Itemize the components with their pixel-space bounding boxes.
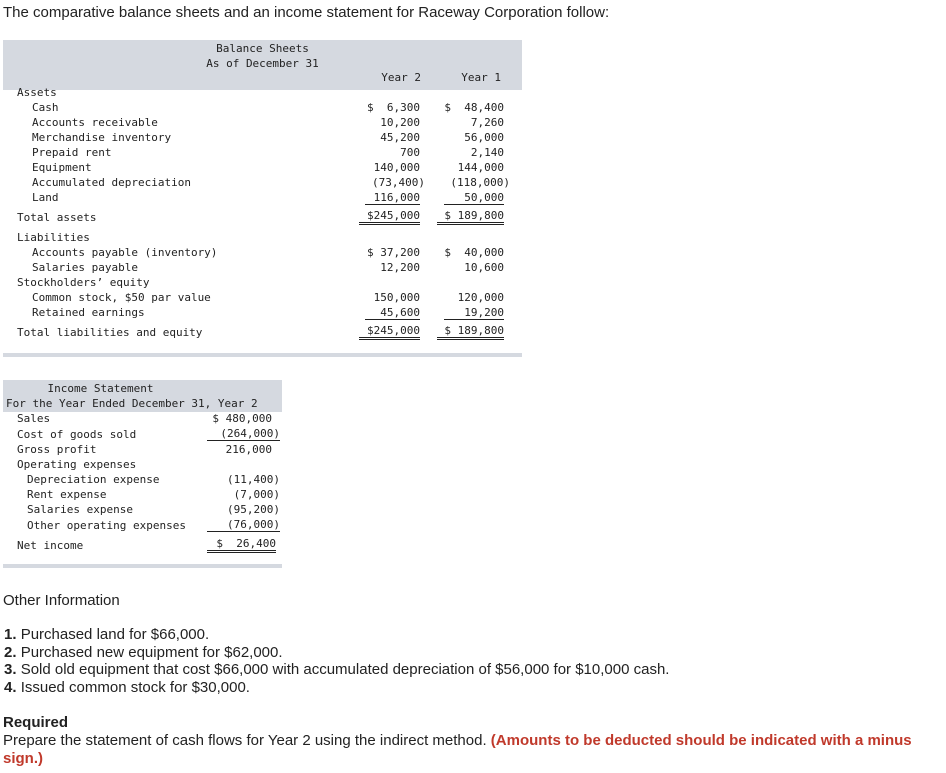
col-year1-header: Year 1: [461, 71, 501, 84]
balance-sheet-table: [3, 40, 522, 356]
item-text: Purchased new equipment for $62,000.: [20, 643, 283, 661]
land-label: Land: [32, 191, 59, 204]
income-statement-subtitle: For the Year Ended December 31, Year 2: [6, 397, 258, 410]
ar-y2: 10,200: [380, 116, 420, 129]
inventory-label: Merchandise inventory: [32, 131, 172, 144]
ar-y1: 7,260: [470, 116, 504, 129]
cash-y2: $ 6,300: [367, 101, 420, 114]
total-assets-label: Total assets: [17, 211, 97, 224]
required-note: (Amounts to be deducted should be indicated with a minus sign.): [3, 732, 912, 767]
ap-label: Accounts payable (inventory): [32, 246, 218, 259]
salaries-amount: (95,200): [227, 503, 280, 516]
total-le-y1: $ 189,800: [437, 324, 504, 340]
balance-sheet-header: [3, 40, 522, 90]
other-info-heading: Other Information: [3, 592, 120, 609]
common-stock-y1: 120,000: [457, 291, 504, 304]
item-number: 4.: [4, 678, 17, 696]
balance-sheet-title: Balance Sheets: [216, 42, 309, 55]
income-statement-header: [3, 380, 282, 412]
net-income-amount: $ 26,400: [207, 537, 276, 553]
other-info-item: [4, 644, 669, 662]
other-info-item: [4, 626, 669, 644]
salaries-payable-y1: 10,600: [464, 261, 504, 274]
item-text: Sold old equipment that cost $66,000 with accumulated depreciation of $56,000 for $10,000 cash.: [20, 661, 670, 678]
prepaid-label: Prepaid rent: [32, 146, 112, 159]
col-year2-header: Year 2: [381, 71, 421, 84]
total-le-label: Total liabilities and equity: [17, 326, 203, 339]
income-statement-table: [3, 380, 282, 568]
ar-label: Accounts receivable: [32, 116, 158, 129]
sales-label: Sales: [17, 412, 51, 425]
intro-text: The comparative balance sheets and an income statement for Raceway Corporation follow:: [3, 4, 610, 21]
rent-label: Rent expense: [27, 488, 107, 501]
prepaid-y1: 2,140: [470, 146, 504, 159]
equipment-label: Equipment: [32, 161, 92, 174]
other-opex-label: Other operating expenses: [27, 519, 186, 532]
prepaid-y2: 700: [400, 146, 420, 159]
land-y1: 50,000: [444, 191, 504, 205]
assets-heading: Assets: [17, 86, 57, 99]
opex-heading: Operating expenses: [17, 458, 137, 471]
total-assets-y2: $245,000: [359, 209, 420, 225]
common-stock-label: Common stock, $50 par value: [32, 291, 211, 304]
gross-profit-amount: 216,000: [225, 443, 272, 456]
required-text: Prepare the statement of cash flows for Year 2 using the indirect method.: [3, 732, 487, 749]
income-statement-title: Income Statement: [47, 382, 154, 395]
salaries-label: Salaries expense: [27, 503, 133, 516]
cash-y1: $ 48,400: [444, 101, 504, 114]
accum-dep-y1: (118,000): [450, 176, 510, 189]
ap-y1: $ 40,000: [444, 246, 504, 259]
total-le-y2: $245,000: [359, 324, 420, 340]
equity-heading: Stockholders’ equity: [17, 276, 150, 289]
salaries-payable-label: Salaries payable: [32, 261, 138, 274]
cogs-label: Cost of goods sold: [17, 428, 137, 441]
rent-amount: (7,000): [233, 488, 280, 501]
equipment-y1: 144,000: [457, 161, 504, 174]
cash-label: Cash: [32, 101, 59, 114]
item-number: 1.: [4, 626, 17, 643]
accum-dep-label: Accumulated depreciation: [32, 176, 191, 189]
inventory-y2: 45,200: [380, 131, 420, 144]
required-text-block: [3, 732, 945, 768]
inventory-y1: 56,000: [464, 131, 504, 144]
retained-y2: 45,600: [365, 306, 420, 320]
item-number: 2.: [4, 643, 17, 661]
retained-label: Retained earnings: [32, 306, 145, 319]
item-number: 3.: [4, 661, 17, 678]
other-info-item: [4, 661, 669, 679]
salaries-payable-y2: 12,200: [380, 261, 420, 274]
retained-y1: 19,200: [444, 306, 504, 320]
net-income-label: Net income: [17, 539, 84, 552]
item-text: Purchased land for $66,000.: [20, 626, 210, 643]
equipment-y2: 140,000: [373, 161, 420, 174]
common-stock-y2: 150,000: [373, 291, 420, 304]
income-statement-footer-bar: [3, 564, 282, 568]
item-text: Issued common stock for $30,000.: [20, 678, 250, 696]
other-info-item: [4, 679, 669, 697]
required-heading: Required: [3, 714, 69, 731]
liabilities-heading: Liabilities: [17, 231, 90, 244]
depreciation-label: Depreciation expense: [27, 473, 160, 486]
cogs-amount: (264,000): [207, 427, 280, 441]
other-info-list: [4, 626, 669, 696]
depreciation-amount: (11,400): [227, 473, 280, 486]
ap-y2: $ 37,200: [367, 246, 420, 259]
required-section: [3, 714, 945, 768]
other-opex-amount: (76,000): [207, 518, 280, 532]
balance-sheet-footer-bar: [3, 353, 522, 357]
total-assets-y1: $ 189,800: [437, 209, 504, 225]
land-y2: 116,000: [365, 191, 420, 205]
accum-dep-y2: (73,400): [372, 176, 425, 189]
balance-sheet-subtitle: As of December 31: [206, 57, 319, 70]
gross-profit-label: Gross profit: [17, 443, 97, 456]
sales-amount: $ 480,000: [212, 412, 272, 425]
